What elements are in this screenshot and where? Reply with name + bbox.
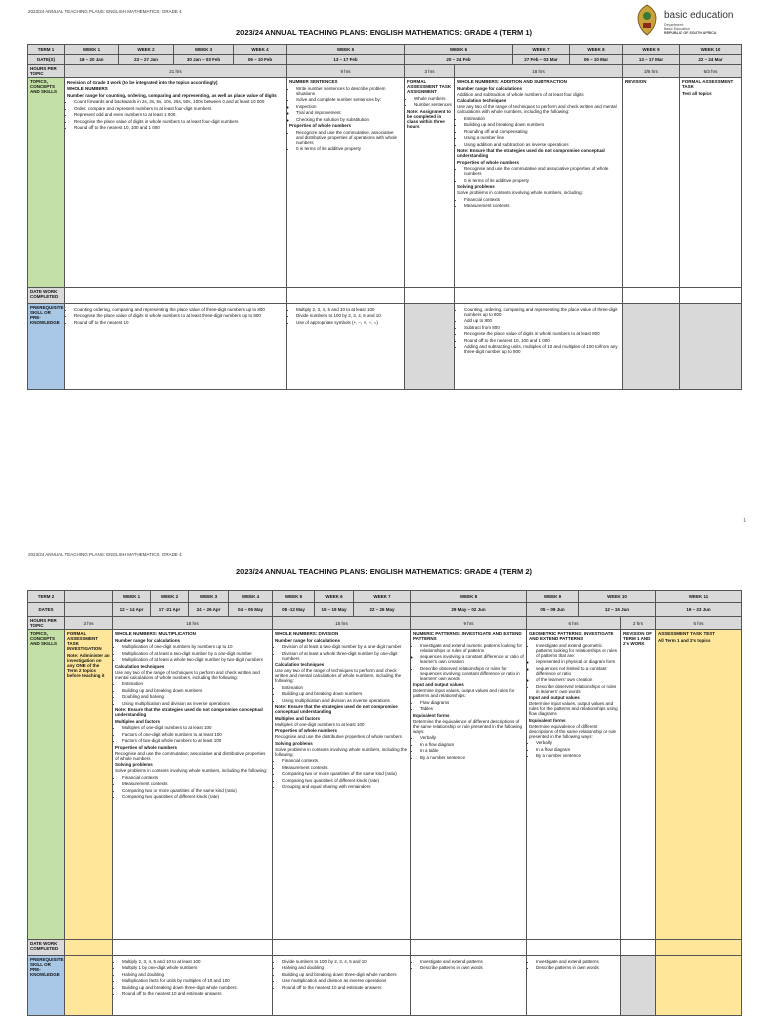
hours-cell: 9 hrs <box>411 617 527 630</box>
week-header: WEEK 4 <box>229 591 273 603</box>
prereq-label: PREREQUISITE SKILL OR PRE-KNOWLEDGE <box>28 304 65 390</box>
hours-cell: 3 hrs <box>405 65 455 78</box>
doc-header: 2023/24 ANNUAL TEACHING PLANS: ENGLISH MATHEMATICS: GRADE 4 <box>28 9 182 14</box>
date-cell: 27 Feb – 03 Mar <box>513 55 570 65</box>
date-completed-label: DATE WORK COMPLETED <box>28 288 65 304</box>
date-cell: 24 – 26 Apr <box>189 603 229 617</box>
date-cell: 08 -12 May <box>273 603 315 617</box>
date-cell: 06 – 10 Feb <box>234 55 287 65</box>
prereq-whole-numbers: • Counting ordering, comparing and representing the place value of three-digit numbers up to 800 • Recognise the place value of digits in whole numbers to at least three-digit numbers up to 800 • Round off to the nearest 10 <box>65 304 287 390</box>
date-cell: 20 – 24 Feb <box>405 55 513 65</box>
term1-table <box>27 44 742 390</box>
prereq-division: • Divide numbers to 100 by 2, 3, 4, 5 and 10 • Halving and doubling • Building up and breaking down three-digit whole numbers • Use multiplication and division as inverse operations • Round off to the nearest 10 and estimate answers <box>273 956 411 1016</box>
term1-title: 2023/24 ANNUAL TEACHING PLANS: ENGLISH MATHEMATICS: GRADE 4 (TERM 1) <box>236 28 532 37</box>
week-header: WEEK 10 <box>579 591 656 603</box>
week-header: WEEK 1 <box>113 591 151 603</box>
date-cell: 13 – 17 Feb <box>287 55 405 65</box>
week-header: WEEK 5 <box>287 45 405 55</box>
date-cell: 29 May – 02 Jun <box>411 603 527 617</box>
doc-header: 2023/24 ANNUAL TEACHING PLANS: ENGLISH MATHEMATICS: GRADE 4 <box>28 552 182 557</box>
date-completed-label: DATE WORK COMPLETED <box>28 940 65 956</box>
hours-label: HOURS PER TOPIC <box>28 65 65 78</box>
date-cell: 17 -21 Apr <box>151 603 189 617</box>
hours-cell: 18 hrs <box>455 65 623 78</box>
week-header: WEEK 1 <box>65 45 119 55</box>
topic-revision: REVISION OF TERM 1 AND 2's WORK <box>621 630 656 940</box>
hours-cell: 6 hrs <box>527 617 621 630</box>
topic-addition-subtraction: WHOLE NUMBERS: ADDITION AND SUBTRACTION Number range for calculations Addition and subtraction of whole numbers of at least four digits Calculation techniques Use any two of the range of techniques to perform and check written and mental calculations with whole numbers, including the following: • Estimation • Building up and breaking down numbers • Rounding off and compensating • Using a number line • Using addition and subtraction as inverse operations Note: Ensure that the strategies used do not compromise conceptual understanding Properties of whole numbers • Recognise and use the commutative and associative properties of whole numbers • 0 in terms of its additive property Solving problems Solve problems in contexts involving whole numbers, including: • Financial contexts • Measurement contexts <box>455 78 623 288</box>
hours-cell: 6/3 hrs <box>680 65 742 78</box>
prereq-addition-subtraction: • Counting, ordering, comparing and representing the place value of three-digit numbers up to 800 • Add up to 800 • Subtract from 800 • Recognise the place value of digits in whole numbers to at least 800 • Round off to the nearest 10, 100 and 1 000 • Adding and subtracting units, multiples of 10 and multiples of 100 to/from any three-digit number up to 800 <box>455 304 623 390</box>
dates-label: DATES <box>28 603 65 617</box>
logo-subtitle: Department: Basic Education REPUBLIC OF SOUTH AFRICA <box>664 23 717 35</box>
hours-cell: 21 hrs <box>65 65 287 78</box>
week-header: WEEK 5 <box>273 591 315 603</box>
hours-cell: 3/6 hrs <box>623 65 680 78</box>
date-cell: 30 Jan – 03 Feb <box>174 55 234 65</box>
term2-label: TERM 2 <box>28 591 65 603</box>
week-header: WEEK 7 <box>513 45 570 55</box>
week-header: WEEK 2 <box>151 591 189 603</box>
page-number: 1 <box>743 518 746 524</box>
week-header: WEEK 7 <box>354 591 411 603</box>
date-cell: 23 – 27 Jan <box>119 55 174 65</box>
prereq-label: PREREQUISITE SKILL OR PRE-KNOWLEDGE <box>28 956 65 1016</box>
week-header: WEEK 8 <box>411 591 527 603</box>
date-cell: 06 – 10 Mar <box>570 55 623 65</box>
prereq-number-sentences: • Multiply 2, 3, 4, 5 and 10 to at least 100 • Divide numbers to 100 by 2, 3, 4, 5 and 10 • Use of appropriate symbols (+, –, ×, ÷, =) <box>287 304 405 390</box>
week-header: WEEK 4 <box>234 45 287 55</box>
topic-assignment: FORMAL ASSESSMENT TASK ASSIGNMENT • Whole numbers • Number sentences Note: Assignment to be completed in class within three hours <box>405 78 455 288</box>
topic-division: WHOLE NUMBERS: DIVISION Number range for calculations • Division of at least a two-digit number by a one-digit number • Division of at least a whole three-digit number by one-digit numbers Calculation techniques Use any two of the range of techniques to perform and check written and mental calculations of whole numbers, including the following: • Estimation • Building up and breaking down numbers • Using multiplication and division as inverse operations Note: Ensure that the strategies used do not compromise conceptual understanding Multiples and factors Multiples of one-digit numbers to at least 100 Properties of whole numbers Recognise and use the distributive properties of whole numbers Solving problems Solve problems in contexts involving whole numbers, including the following: • Financial contexts • Measurement contexts • Comparing two or more quantities of the same kind (ratio) • Comparing two quantities of different kinds (rate) • Grouping and equal sharing with remainders <box>273 630 411 940</box>
topic-formal-test: FORMAL ASSESSMENT TASK Test all topics <box>680 78 742 288</box>
week-header: WEEK 6 <box>405 45 513 55</box>
week-header: WEEK 2 <box>119 45 174 55</box>
hours-cell: 15 hrs <box>273 617 411 630</box>
topic-multiplication: WHOLE NUMBERS: MULTIPLICATION Number range for calculations • Multiplication of one-digit numbers by numbers up to 10 • Multiplication of at least a two-digit number by a one-digit number • Multiplication of at least a whole two-digit number by two-digit numbers Calculation techniques Use any two of the range of techniques to perform and check written and mental calculations of whole numbers, including the following: • Estimation • Building up and breaking down numbers • Doubling and halving • Using multiplication and division as inverse operations Note: Ensure that the strategies used do not compromise conceptual understanding Multiples and factors • Multiples of one-digit numbers to at least 100 • Factors of one-digit whole numbers to at least 100 • Factors of two-digit whole numbers to at least 100 Properties of whole numbers Recognise and use the commutative; associative and distributive properties of whole numbers Solving problems Solve problems in contexts involving whole numbers, including the following: • Financial contexts • Measurement contexts • Comparing two or more quantities of the same kind (ratio) • Comparing two quantities of different kinds (rate) <box>113 630 273 940</box>
week-header: WEEK 11 <box>656 591 742 603</box>
hours-cell: 3 hrs <box>65 617 113 630</box>
prereq-multiplication: • Multiply 2, 3, 4, 5 and 10 to at least 100 • Multiply 1 by one-digit whole numbers • Halving and doubling • Multiplication facts for units by multiples of 10 and 100 • Building up and breaking down three-digit whole numbers. • Round off to the nearest 10 and estimate answers <box>113 956 273 1016</box>
topics-label: TOPICS, CONCEPTS AND SKILLS <box>28 630 65 940</box>
term2-table <box>27 590 742 1016</box>
term1-label: TERM 1 <box>28 45 65 55</box>
topic-revision: REVISION <box>623 78 680 288</box>
date-cell: 18 – 20 Jan <box>65 55 119 65</box>
topic-assessment-test: ASSESSMENT TASK TEST All Term 1 and 2's topics <box>656 630 742 940</box>
date-cell: 19 – 23 Jun <box>656 603 742 617</box>
hours-cell: 9 hrs <box>287 65 405 78</box>
dates-label: DATE(S) <box>28 55 65 65</box>
prereq-geometric-patterns: • Investigate and extend patterns • Describe patterns in own words <box>527 956 621 1016</box>
topic-number-sentences: NUMBER SENTENCES • Write number sentences to describe problem situations • Solve and complete number sentences by: ◦ Inspection ◦ Trial and improvement ◦ Checking the solution by substitution Properties of whole numbers • Recognize and use the commutative, associative and distributive properties of operations with whole numbers • 0 in terms of its additive property <box>287 78 405 288</box>
topic-investigation: FORMAL ASSESSMENT TASK INVESTIGATION Note: Administer an investigation on any ONE of the Term 2 topics before teaching it <box>65 630 113 940</box>
hours-cell: 6 hrs <box>656 617 742 630</box>
topics-label: TOPICS, CONCEPTS AND SKILLS <box>28 78 65 288</box>
hours-cell: 18 hrs <box>113 617 273 630</box>
date-cell: 04 – 05 May <box>229 603 273 617</box>
date-cell: 22 – 26 May <box>354 603 411 617</box>
hours-cell: 2 hrs <box>621 617 656 630</box>
week-header: WEEK 9 <box>623 45 680 55</box>
topic-whole-numbers: Revision of Grade 3 work (to be integrated into the topics accordingly) WHOLE NUMBERS Number range for counting, ordering, comparing and representing, as well as place value of digits • Count forwards and backwards in 2s, 3s, 5s, 10s, 25s, 50s, 100s between 0 and at least 10 000 • Order, compare and represent numbers to at least four-digit numbers • Represent odd and even numbers to at least 1 000. • Recognise the place value of digits in whole numbers to at least four-digit numbers • Round off to the nearest 10, 100 and 1 000 <box>65 78 287 288</box>
date-cell: 12 – 15 Jun <box>579 603 656 617</box>
date-cell: 05 – 09 Jun <box>527 603 579 617</box>
term2-title: 2023/24 ANNUAL TEACHING PLANS: ENGLISH MATHEMATICS: GRADE 4 (TERM 2) <box>236 567 532 576</box>
prereq-numeric-patterns: • Investigate and extend patterns • Describe patterns in own words <box>411 956 527 1016</box>
topic-numeric-patterns: NUMERIC PATTERNS: INVESTIGATE AND EXTEND PATTERNS • Investigate and extend numeric patterns looking for relationships or rules of patterns ◦ sequences involving a constant difference or ratio of learner's own creation • Describe observed relationships or rules for sequences involving constant difference or ratio in learners' own words Input and output values Determine input values, output values and rules for patterns and relationships: • Flow diagrams • Tables Equivalent forms Determine the equivalence of different descriptions of the same relationship or rule presented in the following ways: • Verbally • In a flow diagram • In a table • By a number sentence <box>411 630 527 940</box>
week-header: WEEK 3 <box>189 591 229 603</box>
date-cell: 12 – 14 Apr <box>113 603 151 617</box>
hours-label: HOURS PER TOPIC <box>28 617 65 630</box>
week-header: WEEK 9 <box>527 591 579 603</box>
date-cell: 15 – 19 May <box>315 603 354 617</box>
week-header: WEEK 3 <box>174 45 234 55</box>
date-cell: 22 – 24 Mar <box>680 55 742 65</box>
week-header: WEEK 8 <box>570 45 623 55</box>
topic-geometric-patterns: GEOMETRIC PATTERNS: INVESTIGATE AND EXTEND PATTERNS • Investigate and extend geometric patterns looking for relationships or rules of patterns that are: ◦ represented in physical or diagram form ◦ sequences not limited to a constant difference or ratio ◦ of the learners' own creation • Describe observed relationships or rules in learners' own words Input and output values Determine input values, output values and rules for the patterns and relationships using flow diagrams Equivalent forms Determine equivalence of different descriptions of the same relationship or rule presented in the following ways: • Verbally • In a flow diagram • By a number sentence <box>527 630 621 940</box>
date-cell: 13 – 17 Mar <box>623 55 680 65</box>
week-header: WEEK 10 <box>680 45 742 55</box>
week-header: WEEK 6 <box>315 591 354 603</box>
logo-title: basic education <box>664 10 734 21</box>
